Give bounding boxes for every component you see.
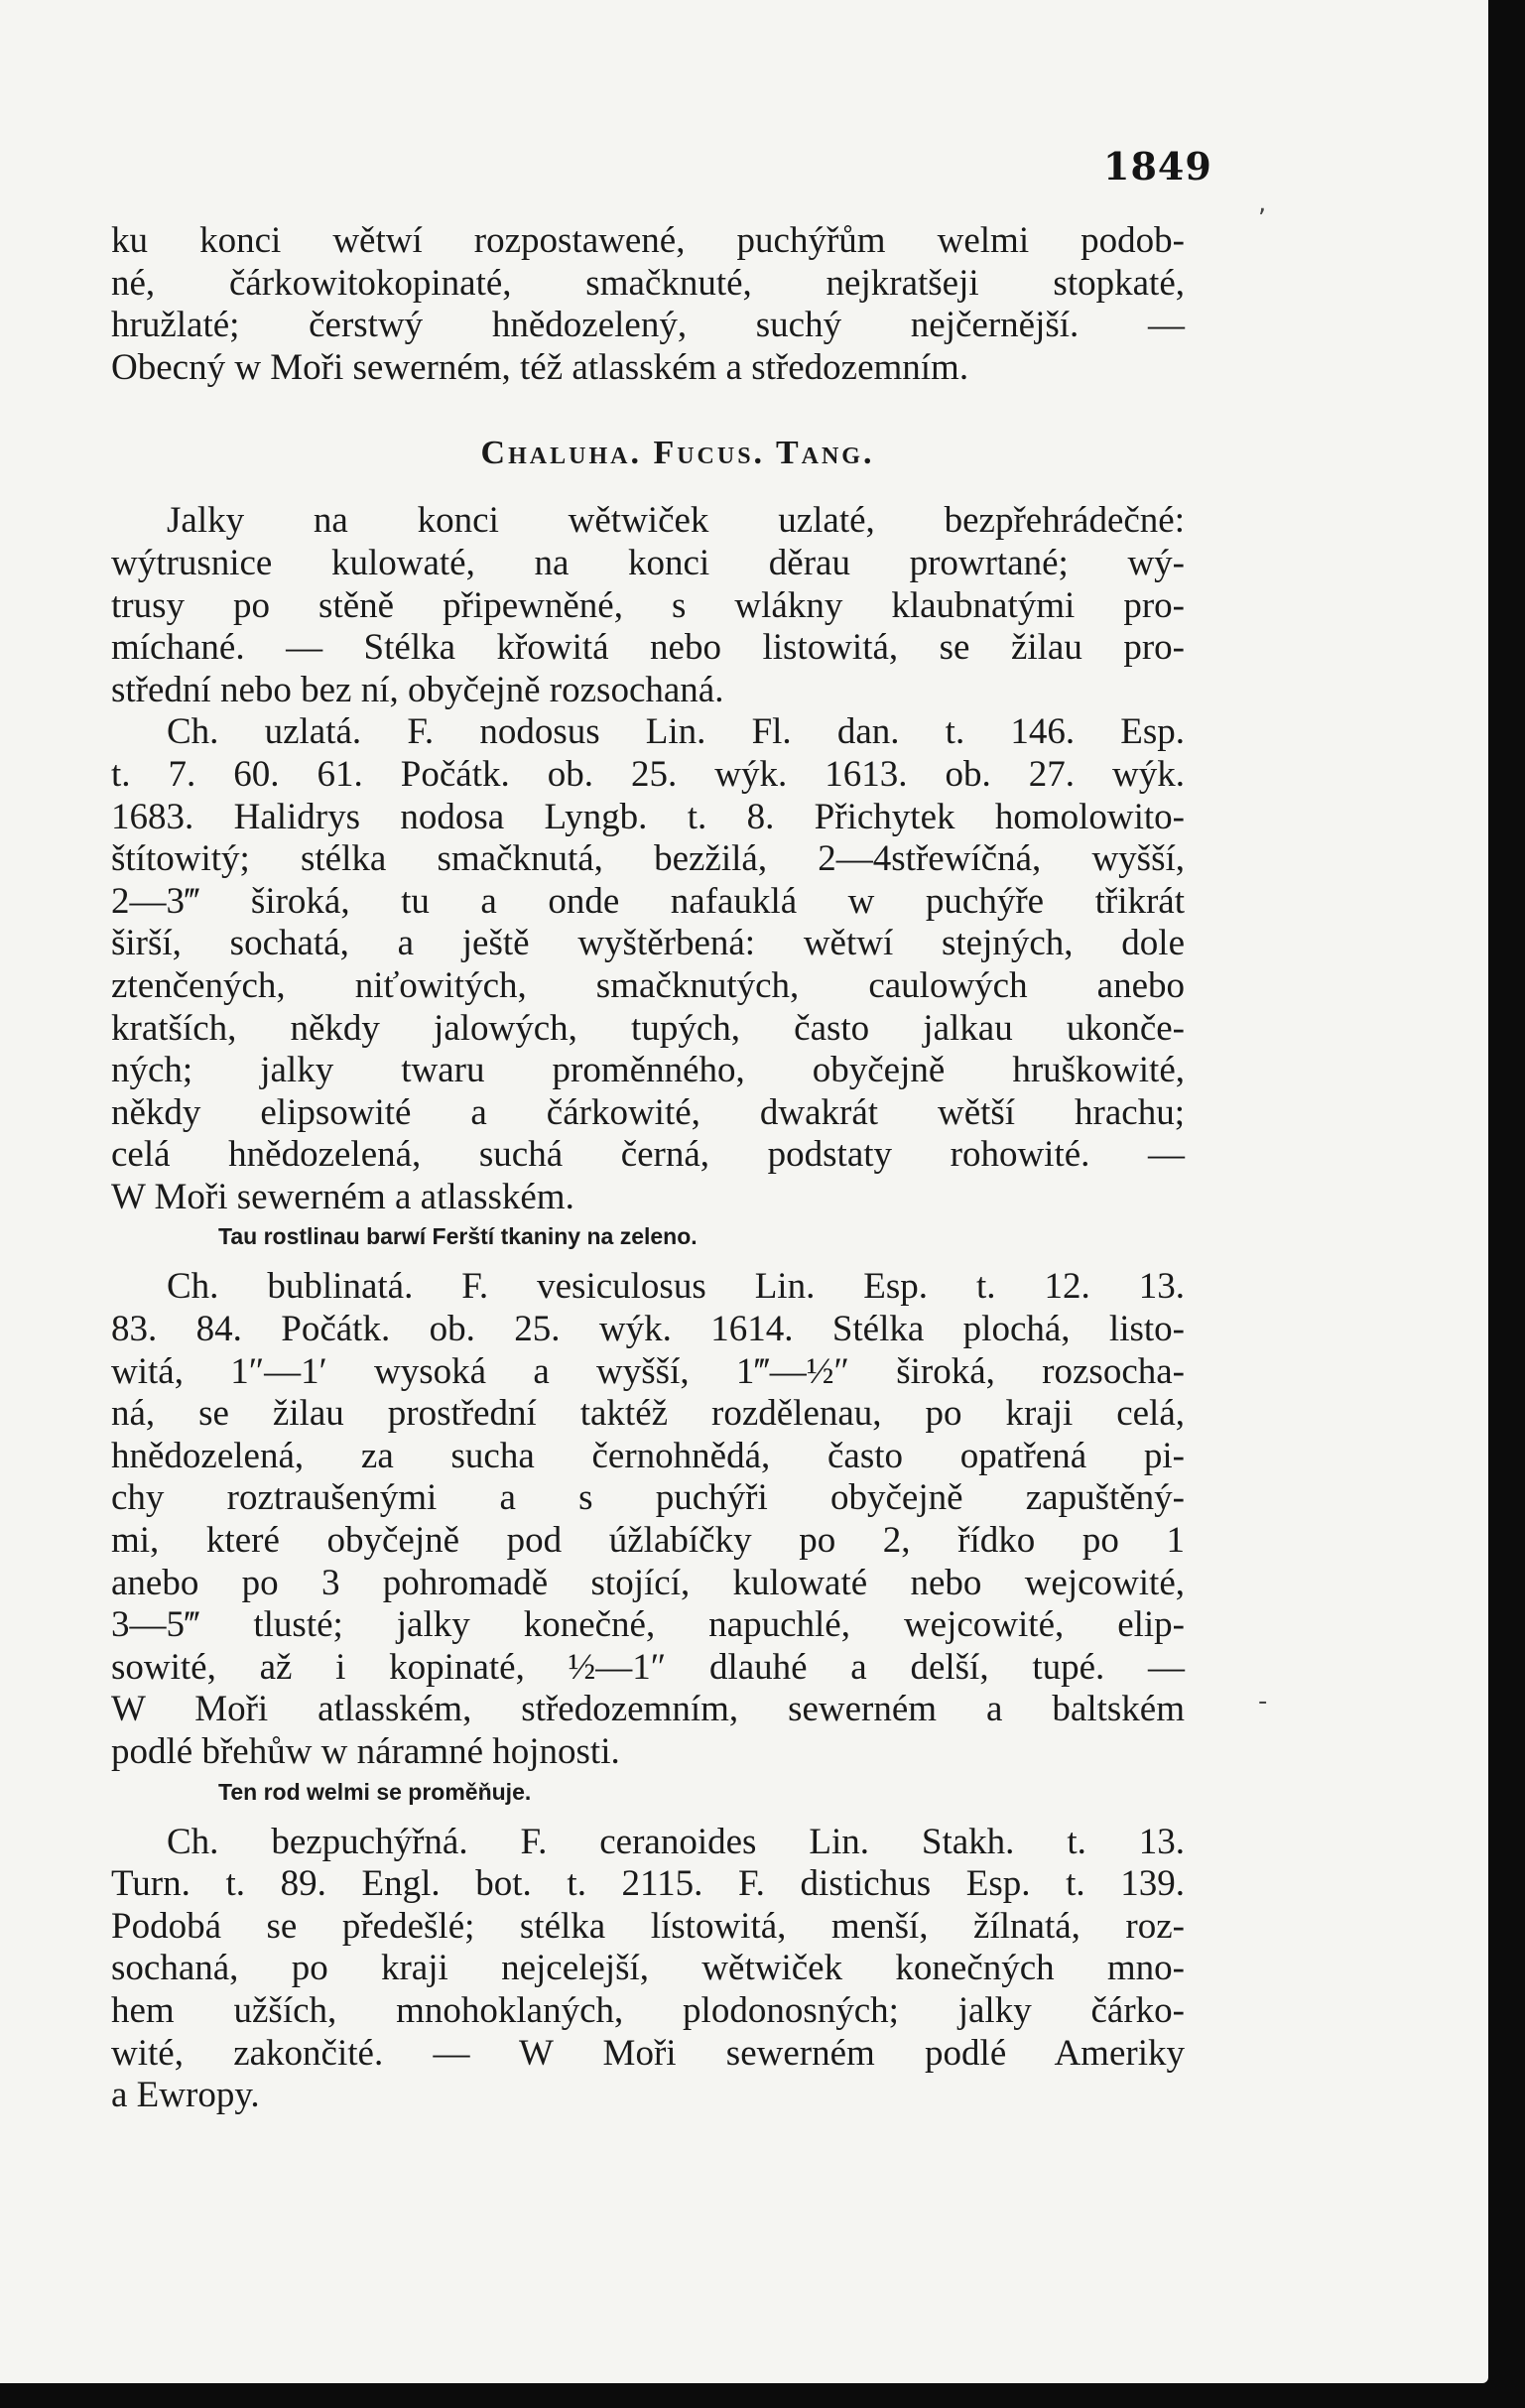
text-line: hem užších, mnohoklaných, plodonosných; jalky čárko-	[111, 1989, 1185, 2031]
text-line: Turn. t. 89. Engl. bot. t. 2115. F. distichus Esp. t. 139.	[111, 1863, 1185, 1905]
text-line: sowité, až i kopinaté, ½—1″ dlauhé a delší, tupé. —	[111, 1646, 1185, 1688]
text-line: a Ewropy.	[111, 2075, 260, 2116]
text-line: ztenčených, niťowitých, smačknutých, caulowých anebo	[111, 964, 1185, 1006]
text-line: 1683. Halidrys nodosa Lyngb. t. 8. Přichytek homolowito-	[111, 796, 1185, 837]
text-line: mi, které obyčejně pod úžlabíčky po 2, řídko po 1	[111, 1520, 1185, 1562]
text-line: Ch. uzlatá. F. nodosus Lin. Fl. dan. t. 146. Esp.	[167, 711, 1185, 753]
body-text	[111, 220, 1185, 2117]
text-line: štítowitý; stélka smačknutá, bezžilá, 2—4střewíčná, wyšší,	[111, 838, 1185, 880]
text-line: Ch. bublinatá. F. vesiculosus Lin. Esp. t. 12. 13.	[167, 1266, 1185, 1308]
text-line: Jalky na konci wětwiček uzlaté, bezpřehrádečné:	[167, 500, 1185, 542]
page-number: 1849	[1103, 144, 1212, 189]
species-bublinata	[111, 1266, 1185, 1809]
text-line: chy roztraušenými a s puchýři obyčejně zapuštěný-	[111, 1477, 1185, 1519]
species-note: Tau rostlinau barwí Ferští tkaniny na zeleno.	[218, 1223, 698, 1250]
text-line: 83. 84. Počátk. ob. 25. wýk. 1614. Stélka plochá, listo-	[111, 1309, 1185, 1350]
text-line: trusy po stěně připewněné, s wlákny klaubnatými pro-	[111, 584, 1185, 626]
text-line: ku konci wětwí rozpostawené, puchýřům welmi podob-	[111, 220, 1185, 261]
species-note: Ten rod welmi se proměňuje.	[218, 1778, 532, 1805]
scan-speck-mark: ,	[1258, 189, 1267, 218]
text-line: sochaná, po kraji nejcelejší, wětwiček konečných mno-	[111, 1948, 1185, 1989]
text-line: hnědozelená, za sucha černohnědá, často opatřená pi-	[111, 1435, 1185, 1476]
text-line: W Moři sewerném a atlasském.	[111, 1176, 574, 1217]
text-line: kratších, někdy jalowých, tupých, často jalkau ukonče-	[111, 1007, 1185, 1049]
text-line: někdy elipsowité a čárkowité, dwakrát wětší hrachu;	[111, 1091, 1185, 1133]
intro-paragraph	[111, 220, 1185, 389]
text-line: ných; jalky twaru proměnného, obyčejně hruškowité,	[111, 1050, 1185, 1091]
text-line: Ch. bezpuchýřná. F. ceranoides Lin. Stakh. t. 13.	[167, 1821, 1185, 1862]
text-line: ná, se žilau prostřední taktéž rozdělenau, po kraji celá,	[111, 1393, 1185, 1435]
text-line: né, čárkowitokopinaté, smačknuté, nejkratšeji stopkaté,	[111, 262, 1185, 304]
text-line: wýtrusnice kulowaté, na konci děrau prowrtané; wý-	[111, 542, 1185, 583]
text-line: anebo po 3 pohromadě stojící, kulowaté nebo wejcowité,	[111, 1562, 1185, 1603]
text-line: Podobá se předešlé; stélka lístowitá, menší, žílnatá, roz-	[111, 1905, 1185, 1947]
species-bezpuchyrna	[111, 1822, 1185, 2117]
text-line: witá, 1″—1′ wysoká a wyšší, 1‴—½″ široká, rozsocha-	[111, 1350, 1185, 1392]
text-line: W Moři atlasském, středozemním, sewerném a baltském	[111, 1689, 1185, 1730]
text-line: celá hnědozelená, suchá černá, podstaty rohowité. —	[111, 1134, 1185, 1176]
text-line: 3—5‴ tlusté; jalky konečné, napuchlé, wejcowité, elip-	[111, 1604, 1185, 1646]
text-line: 2—3‴ široká, tu a onde nafauklá w puchýře třikrát	[111, 880, 1185, 922]
scan-speck-mark: -	[1258, 1687, 1268, 1716]
text-line: t. 7. 60. 61. Počátk. ob. 25. wýk. 1613. ob. 27. wýk.	[111, 753, 1185, 795]
text-line: Obecný w Moři sewerném, též atlasském a středozemním.	[111, 346, 969, 388]
text-line: širší, sochatá, a ještě wyštěrbená: wětwí stejných, dole	[111, 923, 1185, 964]
species-uzlata	[111, 711, 1185, 1254]
genus-description	[111, 500, 1185, 711]
text-line: míchané. — Stélka křowitá nebo listowitá, se žilau pro-	[111, 627, 1185, 669]
text-line: wité, zakončité. — W Moři sewerném podlé Ameriky	[111, 2032, 1185, 2074]
text-line: podlé břehůw w náramné hojnosti.	[111, 1731, 620, 1772]
text-line: střední nebo bez ní, obyčejně rozsochaná.	[111, 669, 724, 710]
genus-heading: Chaluha. Fucus. Tang.	[480, 435, 875, 472]
text-line: hružlaté; čerstwý hnědozelený, suchý nejčernější. —	[111, 305, 1185, 346]
